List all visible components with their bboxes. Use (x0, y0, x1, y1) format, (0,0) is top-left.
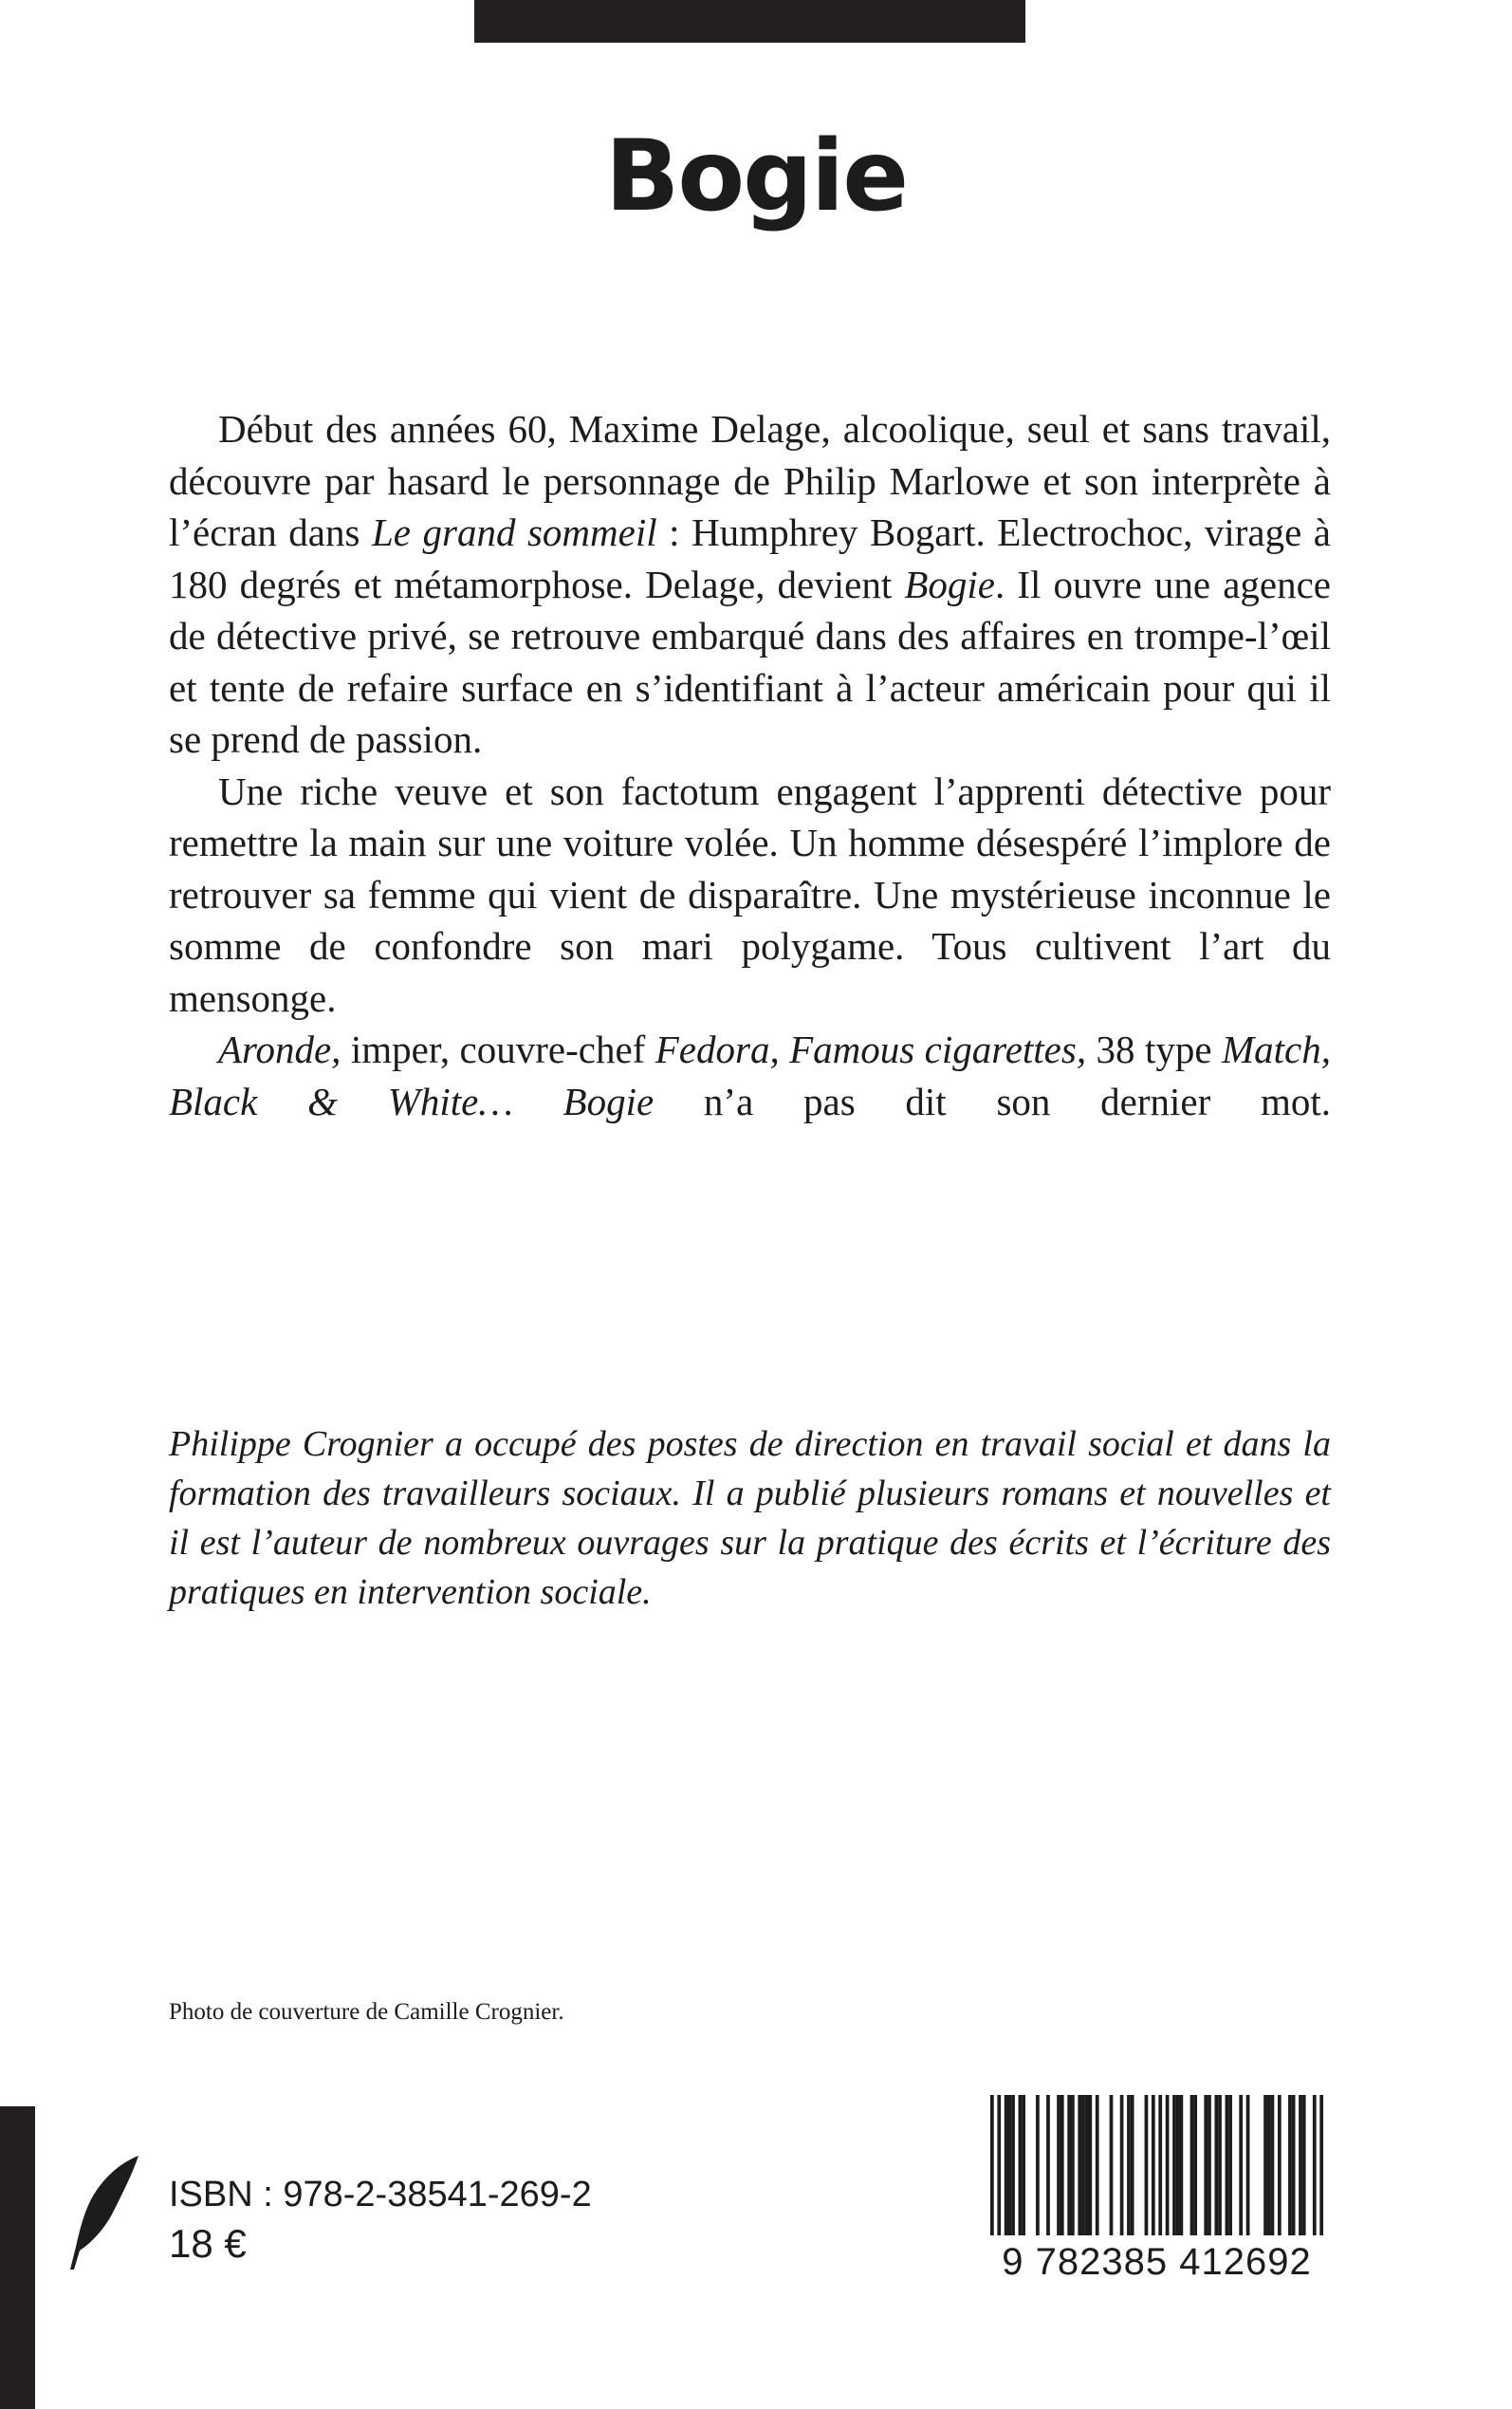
barcode-bar (1208, 2095, 1211, 2235)
author-bio (169, 1419, 1331, 1617)
barcode-bar (1176, 2095, 1180, 2235)
barcode-bar (1036, 2095, 1040, 2235)
barcode-bar (1228, 2095, 1232, 2235)
barcode-bar (990, 2095, 994, 2235)
barcode-bar (1019, 2095, 1023, 2235)
barcode-bar (1152, 2095, 1155, 2235)
barcode-bar (1067, 2095, 1071, 2235)
barcode-bar (1057, 2095, 1060, 2235)
text-run: Début des années 60, Maxime Delage, alcoolique, seul et sans travail, découvre par hasard le personnage de Philip Marlowe et son interprète à l’écran dans (169, 407, 1331, 554)
barcode-bar (1085, 2095, 1089, 2235)
blurb-paragraph-3 (169, 1024, 1331, 1127)
barcode-bar (1071, 2095, 1075, 2235)
barcode-bar (1193, 2095, 1197, 2235)
barcode-bar (1246, 2095, 1250, 2235)
barcode-bar (1166, 2095, 1170, 2235)
spine-strip (0, 2106, 35, 2409)
barcode-bar (1299, 2095, 1302, 2235)
barcode-bars (990, 2095, 1323, 2235)
barcode-bar (997, 2095, 1001, 2235)
barcode (990, 2095, 1323, 2284)
blurb-paragraph-1 (169, 403, 1331, 766)
back-cover-blurb (169, 403, 1331, 1127)
barcode-bar (1319, 2095, 1323, 2235)
barcode-bar (1190, 2095, 1194, 2235)
text-run: . Il ouvre une agence de détective privé, se retrouve embarqué dans des affaires en trompe-l’œil et tente de refaire surface en s’identifiant à l’acteur américain pour qui il se prend de passion. (169, 562, 1331, 761)
barcode-bar (1267, 2095, 1271, 2235)
barcode-bar (1022, 2095, 1025, 2235)
barcode-bar (1060, 2095, 1064, 2235)
barcode-bar (1158, 2095, 1162, 2235)
barcode-bar (1131, 2095, 1134, 2235)
barcode-bar (1081, 2095, 1085, 2235)
italic-run: Aronde, (218, 1028, 341, 1071)
barcode-bar (1007, 2095, 1011, 2235)
text-run: Une riche veuve et son factotum engagent l’apprenti détective pour remettre la main sur une voiture volée. Un homme désespéré l’implore de retrouver sa femme qui vient de disparaître. Une mystérieuse inconnue le somme de confondre son mari polygame. Tous cultivent l’art du mensonge. (169, 769, 1331, 1020)
barcode-bar (1278, 2095, 1282, 2235)
barcode-bar (1271, 2095, 1275, 2235)
barcode-bar (1218, 2095, 1222, 2235)
barcode-bar (1180, 2095, 1184, 2235)
barcode-bar (1239, 2095, 1243, 2235)
italic-run: Bogie (904, 562, 995, 606)
barcode-bar (1088, 2095, 1092, 2235)
barcode-bar (1263, 2095, 1267, 2235)
quill-icon (65, 2154, 140, 2272)
barcode-bar (1302, 2095, 1306, 2235)
text-run: : Humphrey Bogart. Electrochoc, virage à 180 degrés et métamorphose. Delage, devient (169, 510, 1331, 606)
italic-run: Le grand sommeil (371, 510, 657, 554)
barcode-bar (1145, 2095, 1149, 2235)
barcode-bar (1096, 2095, 1099, 2235)
photo-credit: Photo de couverture de Camille Crognier. (169, 1999, 564, 2025)
text-run: 38 type (1086, 1028, 1222, 1071)
barcode-bar (1120, 2095, 1124, 2235)
top-band (474, 0, 1025, 43)
barcode-bar (1078, 2095, 1081, 2235)
barcode-bar (1204, 2095, 1208, 2235)
barcode-bar (1288, 2095, 1292, 2235)
book-title: Bogie (604, 120, 908, 233)
text-run (513, 1080, 563, 1123)
author-bio-text: Philippe Crognier a occupé des postes de direction en travail social et dans la formation des travailleurs sociaux. Il a publié plusieurs romans et nouvelles et il est l’auteur de nombreux ouvrages sur la pratique des écrits et l’écriture des pratiques en intervention sociale. (169, 1424, 1331, 1612)
barcode-bar (1005, 2095, 1008, 2235)
italic-run: Match, Black & White… (169, 1028, 1331, 1123)
text-run: n’a pas dit son dernier mot. (654, 1079, 1332, 1123)
barcode-bar (1214, 2095, 1218, 2235)
isbn: ISBN : 978-2-38541-269-2 (169, 2175, 592, 2214)
barcode-bar (1011, 2095, 1015, 2235)
italic-run: Fedora, Famous cigarettes, (655, 1028, 1087, 1071)
barcode-digits: 9 782385 412692 (1002, 2241, 1312, 2283)
blurb-paragraph-2 (169, 766, 1331, 1025)
barcode-bar (1226, 2095, 1229, 2235)
barcode-bar (1127, 2095, 1131, 2235)
barcode-bar (1313, 2095, 1317, 2235)
text-run: imper, couvre-chef (341, 1028, 655, 1071)
barcode-bar (1110, 2095, 1114, 2235)
barcode-bar (1172, 2095, 1176, 2235)
italic-run: Bogie (562, 1079, 655, 1123)
barcode-bar (1046, 2095, 1050, 2235)
price: 18 € (169, 2221, 247, 2266)
barcode-bar (1292, 2095, 1296, 2235)
